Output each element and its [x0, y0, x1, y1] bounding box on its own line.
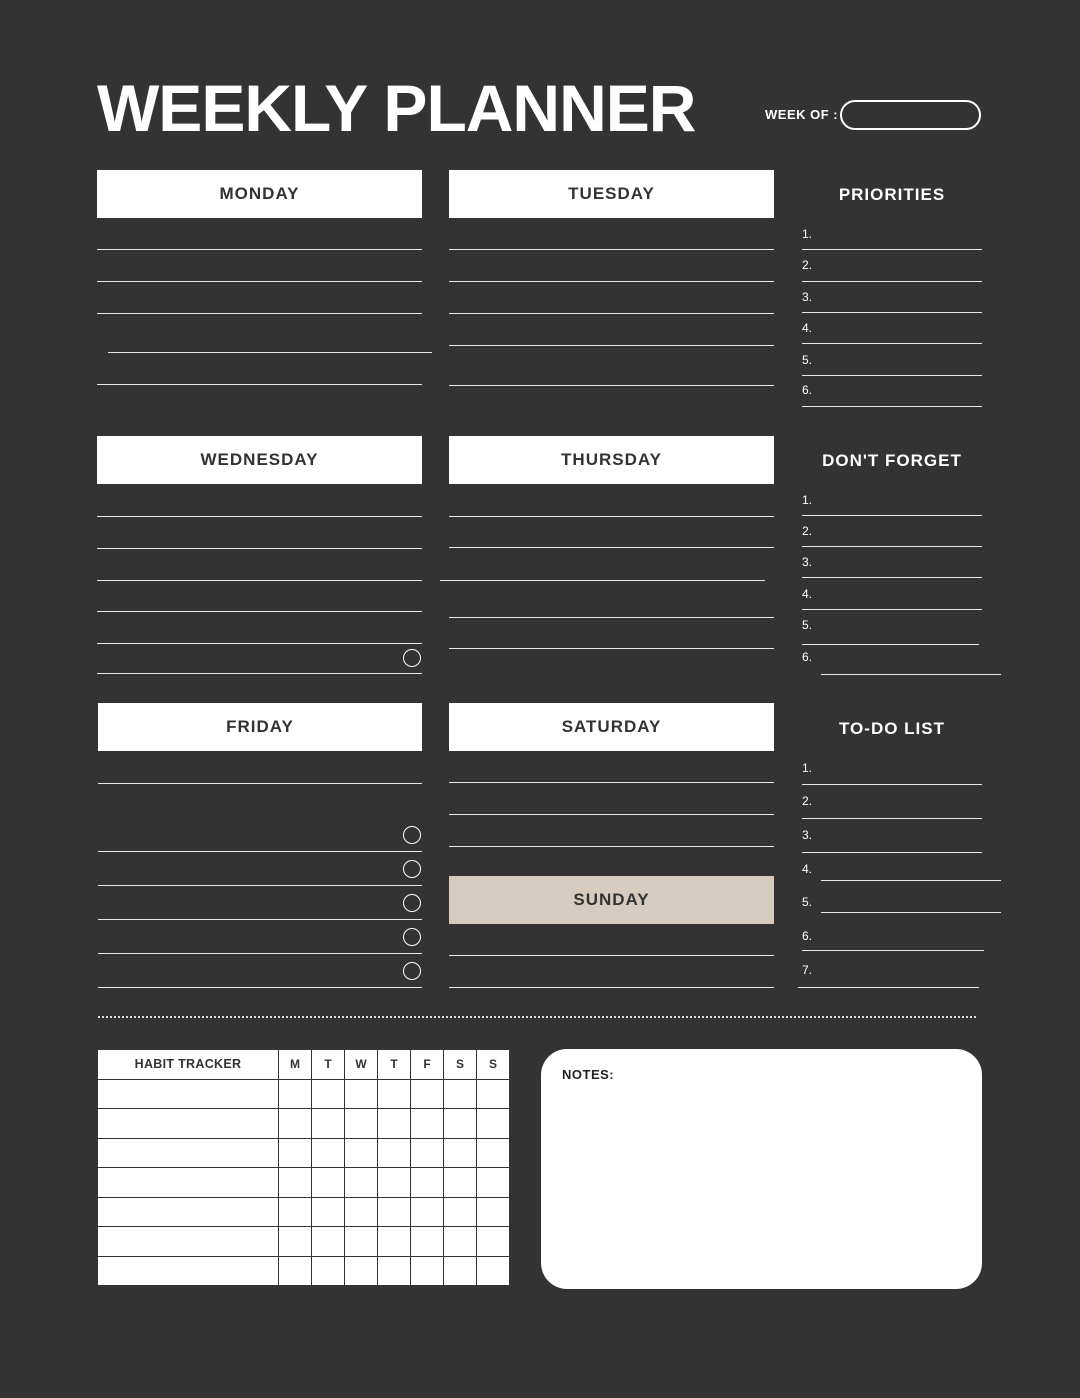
todo-line[interactable] [802, 818, 982, 819]
habit-header-row [98, 1050, 510, 1080]
todo-line[interactable] [802, 784, 982, 785]
habit-check-cell[interactable] [411, 1197, 444, 1227]
priorities-line[interactable] [802, 406, 982, 407]
thursday-line[interactable] [440, 580, 765, 581]
habit-check-cell[interactable] [345, 1256, 378, 1286]
friday-line[interactable] [98, 919, 422, 920]
wednesday-line[interactable] [97, 516, 422, 517]
habit-check-cell[interactable] [378, 1256, 411, 1286]
habit-check-cell[interactable] [444, 1256, 477, 1286]
dont-forget-title: DON'T FORGET [822, 451, 962, 470]
habit-check-cell[interactable] [279, 1079, 312, 1109]
habit-check-cell[interactable] [411, 1138, 444, 1168]
week-of-label: WEEK OF : [765, 107, 839, 122]
habit-check-cell[interactable] [477, 1168, 510, 1198]
checkbox-circle-icon[interactable] [403, 928, 421, 946]
dont-forget-number: 3. [802, 555, 813, 569]
habit-check-cell[interactable] [279, 1227, 312, 1257]
todo-number: 2. [802, 794, 813, 808]
habit-check-cell[interactable] [444, 1138, 477, 1168]
habit-check-cell[interactable] [345, 1079, 378, 1109]
monday-header: MONDAY [97, 170, 422, 218]
priorities-number: 1. [802, 227, 813, 241]
saturday-line[interactable] [449, 814, 774, 815]
thursday-line[interactable] [449, 648, 774, 649]
habit-row [98, 1256, 510, 1286]
habit-day-header: W [345, 1050, 378, 1080]
habit-check-cell[interactable] [444, 1197, 477, 1227]
todo-number: 3. [802, 828, 813, 842]
friday-header: FRIDAY [98, 703, 422, 751]
sunday-line[interactable] [449, 955, 774, 956]
dont-forget-number: 4. [802, 587, 813, 601]
habit-check-cell[interactable] [477, 1079, 510, 1109]
checkbox-circle-icon[interactable] [403, 962, 421, 980]
thursday-line[interactable] [449, 617, 774, 618]
tuesday-line[interactable] [449, 281, 774, 282]
priorities-number: 6. [802, 383, 813, 397]
todo-number: 5. [802, 895, 813, 909]
habit-check-cell[interactable] [279, 1168, 312, 1198]
checkbox-circle-icon[interactable] [403, 860, 421, 878]
todo-number: 1. [802, 761, 813, 775]
habit-check-cell[interactable] [345, 1168, 378, 1198]
wednesday-header: WEDNESDAY [97, 436, 422, 484]
habit-day-header: F [411, 1050, 444, 1080]
habit-check-cell[interactable] [345, 1197, 378, 1227]
week-of-field[interactable] [840, 100, 981, 130]
thursday-line[interactable] [449, 516, 774, 517]
habit-row [98, 1227, 510, 1257]
habit-check-cell[interactable] [279, 1197, 312, 1227]
habit-row [98, 1079, 510, 1109]
habit-check-cell[interactable] [378, 1197, 411, 1227]
priorities-number: 4. [802, 321, 813, 335]
habit-check-cell[interactable] [345, 1227, 378, 1257]
habit-check-cell[interactable] [279, 1256, 312, 1286]
habit-check-cell[interactable] [444, 1227, 477, 1257]
habit-check-cell[interactable] [345, 1109, 378, 1139]
habit-check-cell[interactable] [477, 1227, 510, 1257]
habit-check-cell[interactable] [279, 1138, 312, 1168]
priorities-line[interactable] [802, 375, 982, 376]
habit-day-header: T [312, 1050, 345, 1080]
dont-forget-line[interactable] [821, 674, 1001, 675]
habit-day-header: M [279, 1050, 312, 1080]
thursday-line[interactable] [449, 547, 774, 548]
todo-title: TO-DO LIST [838, 719, 945, 738]
habit-name-cell[interactable] [98, 1138, 279, 1168]
habit-check-cell[interactable] [444, 1168, 477, 1198]
sunday-header: SUNDAY [449, 876, 774, 924]
tuesday-line[interactable] [449, 345, 774, 346]
priorities-number: 5. [802, 353, 813, 367]
habit-check-cell[interactable] [312, 1256, 345, 1286]
habit-check-cell[interactable] [312, 1168, 345, 1198]
todo-number: 7. [802, 963, 813, 977]
todo-line[interactable] [802, 950, 984, 951]
friday-line[interactable] [98, 851, 422, 852]
notes-label: NOTES: [562, 1067, 615, 1082]
todo-number: 6. [802, 929, 813, 943]
habit-check-cell[interactable] [378, 1227, 411, 1257]
habit-check-cell[interactable] [444, 1079, 477, 1109]
habit-row [98, 1109, 510, 1139]
tuesday-header: TUESDAY [449, 170, 774, 218]
todo-number: 4. [802, 862, 813, 876]
habit-check-cell[interactable] [378, 1168, 411, 1198]
todo-line[interactable] [821, 880, 1001, 881]
habit-row [98, 1168, 510, 1198]
checkbox-circle-icon[interactable] [403, 649, 421, 667]
monday-line[interactable] [108, 352, 432, 353]
habit-name-cell[interactable] [98, 1256, 279, 1286]
monday-line[interactable] [97, 384, 422, 385]
monday-line[interactable] [97, 281, 422, 282]
priorities-title: PRIORITIES [838, 185, 946, 204]
notes-box[interactable] [541, 1049, 982, 1289]
dont-forget-number: 6. [802, 650, 813, 664]
dont-forget-number: 5. [802, 618, 813, 632]
habit-check-cell[interactable] [411, 1168, 444, 1198]
saturday-header: SATURDAY [449, 703, 774, 751]
dont-forget-line[interactable] [802, 546, 982, 547]
wednesday-line[interactable] [97, 580, 422, 581]
tuesday-line[interactable] [449, 385, 774, 386]
todo-line[interactable] [821, 912, 1001, 913]
priorities-line[interactable] [802, 343, 982, 344]
dont-forget-number: 2. [802, 524, 813, 538]
habit-check-cell[interactable] [378, 1138, 411, 1168]
habit-check-cell[interactable] [312, 1197, 345, 1227]
wednesday-line[interactable] [97, 643, 422, 644]
wednesday-line[interactable] [97, 611, 422, 612]
dont-forget-line[interactable] [802, 577, 982, 578]
friday-line[interactable] [98, 783, 422, 784]
habit-day-header: S [477, 1050, 510, 1080]
checkbox-circle-icon[interactable] [403, 826, 421, 844]
thursday-header: THURSDAY [449, 436, 774, 484]
dont-forget-number: 1. [802, 493, 813, 507]
priorities-line[interactable] [802, 281, 982, 282]
saturday-line[interactable] [449, 782, 774, 783]
todo-line[interactable] [798, 987, 979, 988]
habit-check-cell[interactable] [411, 1256, 444, 1286]
habit-check-cell[interactable] [477, 1197, 510, 1227]
habit-day-header: T [378, 1050, 411, 1080]
habit-check-cell[interactable] [411, 1109, 444, 1139]
habit-tracker-title: HABIT TRACKER [98, 1050, 279, 1080]
dont-forget-line[interactable] [802, 644, 979, 645]
page-title: WEEKLY PLANNER [97, 71, 696, 145]
habit-check-cell[interactable] [477, 1109, 510, 1139]
wednesday-line[interactable] [97, 673, 422, 674]
habit-check-cell[interactable] [279, 1109, 312, 1139]
friday-line[interactable] [98, 987, 422, 988]
habit-check-cell[interactable] [312, 1079, 345, 1109]
tuesday-line[interactable] [449, 249, 774, 250]
habit-check-cell[interactable] [345, 1138, 378, 1168]
habit-check-cell[interactable] [477, 1138, 510, 1168]
saturday-line[interactable] [449, 846, 774, 847]
habit-name-cell[interactable] [98, 1079, 279, 1109]
habit-check-cell[interactable] [312, 1109, 345, 1139]
habit-check-cell[interactable] [378, 1109, 411, 1139]
priorities-number: 3. [802, 290, 813, 304]
sunday-line[interactable] [449, 987, 774, 988]
habit-tracker-table [97, 1049, 510, 1286]
monday-line[interactable] [97, 313, 422, 314]
checkbox-circle-icon[interactable] [403, 894, 421, 912]
priorities-line[interactable] [802, 312, 982, 313]
habit-day-header: S [444, 1050, 477, 1080]
priorities-number: 2. [802, 258, 813, 272]
habit-check-cell[interactable] [312, 1138, 345, 1168]
dont-forget-line[interactable] [802, 515, 982, 516]
habit-check-cell[interactable] [411, 1227, 444, 1257]
habit-name-cell[interactable] [98, 1109, 279, 1139]
habit-row [98, 1138, 510, 1168]
habit-name-cell[interactable] [98, 1227, 279, 1257]
habit-check-cell[interactable] [444, 1109, 477, 1139]
habit-name-cell[interactable] [98, 1197, 279, 1227]
habit-check-cell[interactable] [411, 1079, 444, 1109]
monday-line[interactable] [97, 249, 422, 250]
habit-row [98, 1197, 510, 1227]
dont-forget-line[interactable] [802, 609, 982, 610]
habit-check-cell[interactable] [378, 1079, 411, 1109]
habit-name-cell[interactable] [98, 1168, 279, 1198]
priorities-line[interactable] [802, 249, 982, 250]
tuesday-line[interactable] [449, 313, 774, 314]
wednesday-line[interactable] [97, 548, 422, 549]
dotted-divider [98, 1016, 976, 1018]
friday-line[interactable] [98, 953, 422, 954]
todo-line[interactable] [802, 852, 982, 853]
habit-check-cell[interactable] [477, 1256, 510, 1286]
friday-line[interactable] [98, 885, 422, 886]
habit-check-cell[interactable] [312, 1227, 345, 1257]
